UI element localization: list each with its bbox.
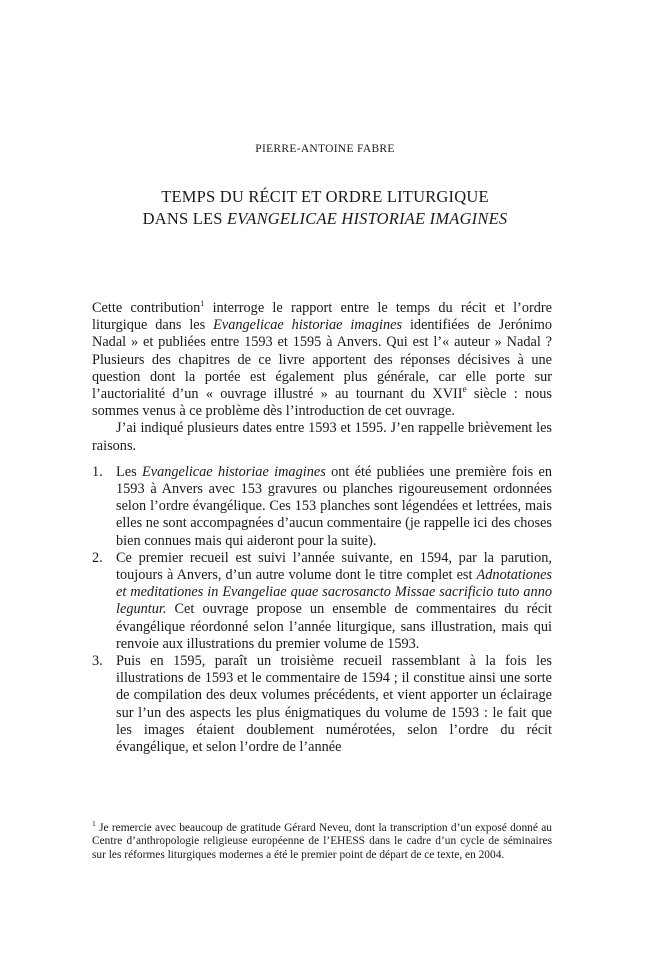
- footnote-mark: 1: [92, 819, 96, 829]
- body-text: [92, 300, 552, 756]
- list-item: [92, 653, 552, 756]
- list-item-text-a: Les: [116, 463, 142, 480]
- list-item: [92, 550, 552, 653]
- list-item-text-b: ont été publiées une première fois en 1593 à Anvers avec 153 gravures ou planches rigoureusement ordonnées selon l’ordre évangélique. Ces 153 planches sont légendées et lettrées, mais elles ne sont accompagnées d’aucun commentaire (je rappelle ici des choses bien connues mais qui aideront pour la suite).: [116, 463, 553, 549]
- list-item-number: 1.: [92, 463, 103, 480]
- century-superscript: e: [462, 384, 467, 395]
- list-item-italic: Adnotationes et meditationes in Evangeliae quae sacrosancto Missae sacrificio tuto anno leguntur.: [116, 567, 552, 618]
- intro-italic-title: Evangelicae historiae imagines: [213, 317, 403, 334]
- paragraph-dates: J’ai indiqué plusieurs dates entre 1593 et 1595. J’en rappelle brièvement les raisons.: [92, 420, 552, 454]
- list-item: [92, 464, 552, 550]
- title-line-1: TEMPS DU RÉCIT ET ORDRE LITURGIQUE: [161, 187, 489, 206]
- list-item-number: 2.: [92, 549, 103, 566]
- list-item-number: 3.: [92, 653, 103, 670]
- list-item-text-a: Puis en 1595, paraît un troisième recueil rassemblant à la fois les illustrations de 1593 et le commentaire de 1594 ; il constitue ainsi une sorte de compilation des deux volumes précédents, et vient apporter un éclairage sur l’un des aspects les plus énigmatiques du volume de 1593 : le fait que les images étaient doublement numérotées, selon l’ordre du récit évangélique, et selon l’ordre de l’année: [116, 653, 552, 756]
- chapter-title: [60, 186, 590, 230]
- intro-text-b: interroge le rapport entre le temps du récit et l’ordre liturgique dans les: [92, 300, 552, 334]
- paragraph-intro: [92, 300, 552, 420]
- numbered-list: [92, 464, 552, 756]
- intro-text-d: siècle : nous sommes venus à ce problème dès l’introduction de cet ouvrage.: [92, 386, 552, 420]
- list-item-italic: Evangelicae historiae imagines: [141, 463, 326, 480]
- title-line-2-prefix: DANS LES: [142, 209, 227, 228]
- footnote: [92, 819, 552, 862]
- list-item-text-a: Ce premier recueil est suivi l’année suivante, en 1594, par la parution, toujours à Anvers, d’un autre volume dont le titre complet est: [116, 549, 552, 584]
- title-line-2-italic: EVANGELICAE HISTORIAE IMAGINES: [226, 209, 508, 228]
- author-name: PIERRE-ANTOINE FABRE: [255, 143, 395, 155]
- footnote-text: Je remercie avec beaucoup de gratitude Gérard Neveu, dont la transcription d’un exposé donné au Centre d’anthropologie religieuse européenne de l’EHESS dans le cadre d’un cycle de séminaires sur les réformes liturgiques modernes a été le premier point de départ de ce texte, en 2004.: [92, 822, 552, 861]
- list-item-text-b: Cet ouvrage propose un ensemble de commentaires du récit évangélique réordonné selon l’année liturgique, sans illustration, mais qui renvoie aux illustrations du premier volume de 1593.: [116, 601, 552, 652]
- intro-text-c: identifiées de Jerónimo Nadal » et publiées entre 1593 et 1595 à Anvers. Qui est l’« auteur » Nadal ? Plusieurs des chapitres de ce livre apportent des réponses décisives à une question dont la portée est également plus générale, car elle porte sur l’auctorialité d’un « ouvrage illustré » au tournant du XVII: [92, 317, 552, 403]
- intro-text-a: Cette contribution: [92, 300, 201, 316]
- footnote-reference: 1: [200, 299, 205, 309]
- title-line-2: [60, 208, 590, 230]
